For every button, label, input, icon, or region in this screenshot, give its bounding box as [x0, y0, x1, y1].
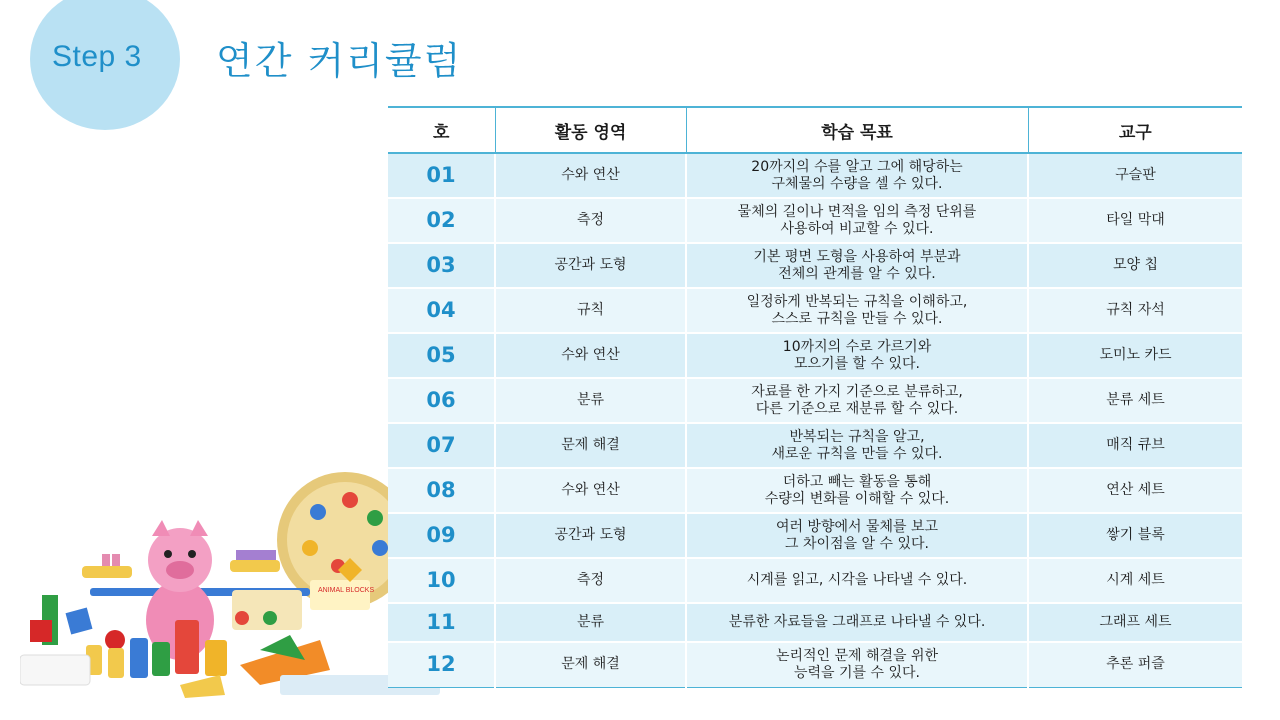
row-goal	[686, 423, 1028, 468]
row-area: 수와 연산	[495, 468, 686, 513]
row-tool: 모양 칩	[1028, 243, 1242, 288]
row-tool: 도미노 카드	[1028, 333, 1242, 378]
column-header-area: 활동 영역	[495, 107, 686, 153]
row-goal-line: 스스로 규칙을 만들 수 있다.	[771, 310, 943, 327]
column-header-no: 호	[388, 107, 495, 153]
row-number: 02	[388, 198, 495, 243]
row-tool: 시계 세트	[1028, 558, 1242, 603]
row-number: 06	[388, 378, 495, 423]
row-tool: 구슬판	[1028, 153, 1242, 198]
row-goal-line: 수량의 변화를 이해할 수 있다.	[764, 490, 950, 507]
row-area: 문제 해결	[495, 642, 686, 687]
step-label: Step 3	[52, 40, 142, 73]
row-goal-line: 20까지의 수를 알고 그에 해당하는	[751, 158, 963, 175]
row-goal-line: 다른 기준으로 재분류 할 수 있다.	[755, 400, 959, 417]
row-area: 수와 연산	[495, 333, 686, 378]
column-header-goal: 학습 목표	[686, 107, 1028, 153]
curriculum-table	[388, 106, 1242, 688]
table-row	[388, 243, 1242, 288]
row-goal-line: 능력을 기를 수 있다.	[794, 664, 920, 681]
table-body	[388, 153, 1242, 687]
row-goal-line: 시계를 읽고, 시각을 나타낼 수 있다.	[746, 572, 968, 588]
curriculum-table-wrap	[388, 106, 1242, 688]
row-area: 수와 연산	[495, 153, 686, 198]
table-row	[388, 333, 1242, 378]
row-goal	[686, 603, 1028, 642]
row-goal	[686, 642, 1028, 687]
row-goal	[686, 288, 1028, 333]
row-number: 01	[388, 153, 495, 198]
row-area: 공간과 도형	[495, 243, 686, 288]
row-tool: 추론 퍼즐	[1028, 642, 1242, 687]
row-area: 규칙	[495, 288, 686, 333]
row-area: 측정	[495, 198, 686, 243]
row-goal-line: 모으기를 할 수 있다.	[794, 355, 920, 372]
row-goal-line: 반복되는 규칙을 알고,	[789, 428, 925, 445]
row-goal	[686, 198, 1028, 243]
row-goal-line: 일정하게 반복되는 규칙을 이해하고,	[746, 293, 968, 310]
row-goal-line: 분류한 자료들을 그래프로 나타낼 수 있다.	[728, 614, 986, 630]
row-number: 08	[388, 468, 495, 513]
table-row	[388, 198, 1242, 243]
row-goal-line: 그 차이점을 알 수 있다.	[785, 535, 929, 552]
row-goal-line: 물체의 길이나 면적을 임의 측정 단위를	[737, 203, 977, 220]
row-goal-line: 더하고 빼는 활동을 통해	[782, 473, 932, 490]
row-number: 07	[388, 423, 495, 468]
row-number: 12	[388, 642, 495, 687]
row-number: 05	[388, 333, 495, 378]
row-area: 측정	[495, 558, 686, 603]
table-row	[388, 513, 1242, 558]
row-tool: 규칙 자석	[1028, 288, 1242, 333]
row-goal-line: 구체물의 수량을 셀 수 있다.	[771, 175, 943, 192]
row-goal-line: 논리적인 문제 해결을 위한	[775, 647, 939, 664]
row-goal	[686, 243, 1028, 288]
row-goal-line: 자료를 한 가지 기준으로 분류하고,	[751, 383, 963, 400]
row-tool: 쌓기 블록	[1028, 513, 1242, 558]
row-tool: 연산 세트	[1028, 468, 1242, 513]
row-goal-line: 사용하여 비교할 수 있다.	[780, 220, 934, 237]
row-area: 분류	[495, 378, 686, 423]
toy-badge-text: ANIMAL BLOCKS	[318, 587, 375, 594]
table-row	[388, 378, 1242, 423]
row-number: 10	[388, 558, 495, 603]
row-number: 04	[388, 288, 495, 333]
row-goal-line: 기본 평면 도형을 사용하여 부분과	[753, 248, 961, 265]
table-row	[388, 642, 1242, 687]
page-title: 연간 커리큘럼	[216, 39, 463, 83]
row-goal-line: 새로운 규칙을 만들 수 있다.	[771, 445, 943, 462]
table-row	[388, 603, 1242, 642]
table-row	[388, 153, 1242, 198]
row-goal-line: 여러 방향에서 물체를 보고	[775, 518, 939, 535]
row-area: 문제 해결	[495, 423, 686, 468]
row-goal	[686, 153, 1028, 198]
table-header-row	[388, 107, 1242, 153]
row-tool: 분류 세트	[1028, 378, 1242, 423]
table-row	[388, 423, 1242, 468]
row-area: 공간과 도형	[495, 513, 686, 558]
row-number: 09	[388, 513, 495, 558]
row-goal	[686, 378, 1028, 423]
row-goal	[686, 333, 1028, 378]
row-goal-line: 10까지의 수로 가르기와	[782, 338, 932, 355]
table-row	[388, 468, 1242, 513]
row-number: 03	[388, 243, 495, 288]
row-goal	[686, 468, 1028, 513]
row-goal	[686, 513, 1028, 558]
row-area: 분류	[495, 603, 686, 642]
table-row	[388, 288, 1242, 333]
row-tool: 타일 막대	[1028, 198, 1242, 243]
row-number: 11	[388, 603, 495, 642]
table-row	[388, 558, 1242, 603]
column-header-tool: 교구	[1028, 107, 1242, 153]
row-tool: 매직 큐브	[1028, 423, 1242, 468]
row-goal	[686, 558, 1028, 603]
row-goal-line: 전체의 관계를 알 수 있다.	[778, 265, 936, 282]
row-tool: 그래프 세트	[1028, 603, 1242, 642]
